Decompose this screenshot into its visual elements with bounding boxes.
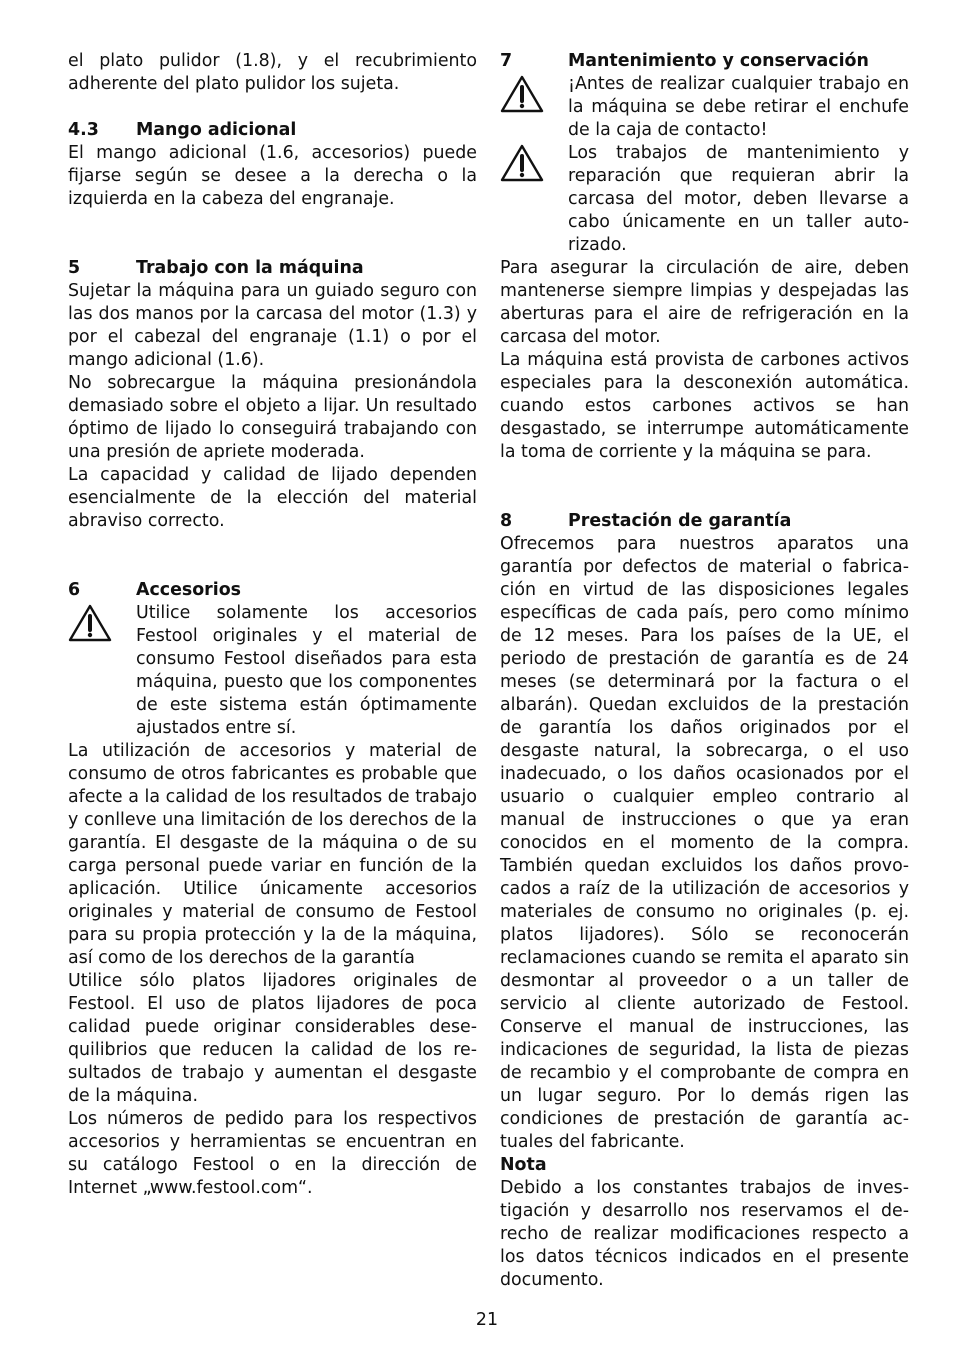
nota-paragraph: Debido a los constantes trabajos de investigación y desarrollo nos reservamos el derecho de realizar modificaciones respecto a los datos técnicos indicados en el presente documento.	[500, 1178, 909, 1290]
section-4-3-heading	[68, 119, 477, 142]
section-8-heading	[500, 510, 909, 533]
section-6-paragraph-1: La utilización de accesorios y material de consumo de otros fabricantes es probable que afecte a la calidad de los resultados de trabajo y conlleve una limitación de los derechos de la garantía. El desgaste de la máquina o de su carga personal puede variar en función de la aplicación. Utilice únicamente accesorios originales y material de consumo de Festool para su propia protección y la de la máquina, así como de los derechos de la garantía	[68, 741, 477, 968]
section-6-paragraph-2: Utilice sólo platos lijadores originales de Festool. El uso de platos lijadores de poca calidad puede originar considerables desequilibrios que reducen la calidad de los resultados de trabajo y aumentan el desgaste de la máquina.	[68, 971, 477, 1106]
section-5-paragraph-3: La capacidad y calidad de lijado dependen esencialmente de la elección del material abraviso correcto.	[68, 465, 477, 531]
warning-triangle-icon	[500, 73, 568, 142]
section-6-paragraph-3: Los números de pedido para los respectivos accesorios y herramientas se encuentran en su catálogo Festool o en la dirección de Internet „www.festool.com“.	[68, 1109, 477, 1198]
section-title: Trabajo con la máquina	[136, 258, 364, 278]
warning-text: Utilice solamente los accesorios Festool originales y el material de consumo Festool diseñados para esta máquina, puesto que los componentes de este sistema están óptimamente ajustados entre sí.	[136, 603, 477, 738]
left-column	[68, 50, 477, 1200]
warning-triangle-icon	[500, 142, 568, 257]
section-number: 6	[68, 580, 81, 600]
warning-text: ¡Antes de realizar cualquier trabajo en la máquina se debe retirar el enchufe de la caja de contacto!	[568, 74, 909, 140]
section-number: 7	[500, 51, 513, 71]
warning-triangle-icon	[68, 602, 136, 740]
section-6-heading	[68, 579, 477, 602]
section-4-3-paragraph: El mango adicional (1.6, accesorios) puede fijarse según se desee a la derecha o la izquierda en la cabeza del engranaje.	[68, 143, 477, 209]
section-title: Mantenimiento y conservación	[568, 51, 869, 71]
section-number: 4.3	[68, 120, 99, 140]
section-7-heading	[500, 50, 909, 73]
section-7-paragraph-2: La máquina está provista de carbones activos especiales para la desconexión automática. cuando estos carbones activos se han desgastado, se interrumpe automáticamente la toma de corriente y la máquina se para.	[500, 350, 909, 462]
section-5-paragraph-1: Sujetar la máquina para un guiado seguro con las dos manos por la carcasa del motor (1.3) y por el cabezal del engranaje (1.1) o por el mango adicional (1.6).	[68, 281, 477, 370]
section-7-warning-2	[500, 142, 909, 257]
section-title: Prestación de garantía	[568, 511, 792, 531]
section-5-heading	[68, 257, 477, 280]
section-title: Mango adicional	[136, 120, 297, 140]
page-number: 21	[475, 1310, 499, 1330]
right-column	[500, 50, 909, 1292]
warning-text: Los trabajos de mantenimiento y reparación que requieran abrir la carcasa del motor, deben llevarse a cabo únicamente en un taller autorizado.	[568, 143, 909, 255]
section-number: 8	[500, 511, 513, 531]
section-7-warning-1	[500, 73, 909, 142]
section-5-paragraph-2: No sobrecargue la máquina presionándola demasiado sobre el objeto a lijar. Un resultado óptimo de lijado lo conseguirá trabajando con una presión de apriete moderada.	[68, 373, 477, 462]
section-title: Accesorios	[136, 580, 242, 600]
section-8-paragraph: Ofrecemos para nuestros aparatos una garantía por defectos de material o fabricación en virtud de las disposiciones legales específicas de cada país, pero como mínimo de 12 meses. Para los países de la UE, el periodo de prestación de garantía es de 24 meses (se determinará por la factura o el albarán). Quedan excluidos de la prestación de garantía los daños originados por el desgaste natural, la sobrecarga, o el uso inadecuado, o los daños ocasionados por el usuario o cualquier empleo contrario al manual de instrucciones o que ya eran conocidos en el momento de la compra. También quedan excluidos los daños provocados a raíz de la utilización de accesorios y materiales de consumo no originales (p. ej. platos lijadores). Sólo se reconocerán reclamaciones cuando se remita el aparato sin desmontar al proveedor o a un taller de servicio al cliente autorizado de Festool. Conserve el manual de instrucciones, las indicaciones de seguridad, la lista de piezas de recambio y el comprobante de compra en un lugar seguro. Por lo demás rigen las condiciones de prestación de garantía actuales del fabricante.	[500, 534, 909, 1152]
intro-paragraph: el plato pulidor (1.8), y el recubrimiento adherente del plato pulidor los sujeta.	[68, 51, 477, 94]
section-number: 5	[68, 258, 81, 278]
section-7-paragraph-1: Para asegurar la circulación de aire, deben mantenerse siempre limpias y despejadas las aberturas para el aire de refrigeración en la carcasa del motor.	[500, 258, 909, 347]
nota-heading: Nota	[500, 1155, 547, 1175]
section-6-warning	[68, 602, 477, 740]
